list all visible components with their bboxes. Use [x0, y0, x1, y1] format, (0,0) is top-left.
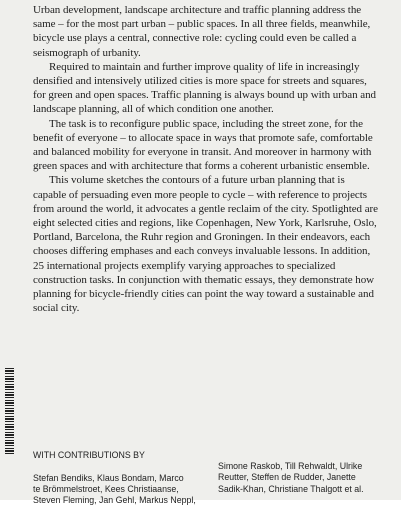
blurb-paragraph-2: Required to maintain and further improve quality of life in increasingly densified and intensively utilized cities is more space for streets and squares, for green and open spaces. Traffic planning is always bound up with urban and landscape planning, all of which condition one another.	[33, 60, 376, 116]
contributors-right-column	[218, 450, 388, 495]
contributors-right-names: Simone Raskob, Till Rehwaldt, Ulrike Reutter, Steffen de Rudder, Janette Sadik-Khan, Christiane Thalgott et al.	[218, 461, 364, 494]
blurb-paragraph-3: The task is to reconfigure public space, including the street zone, for the benefit of everyone – to allocate space in ways that promote safe, comfortable and balanced mobility for everyone in transit. And moreover in harmony with green spaces and with architecture that forms a coherent urbanistic ensemble.	[33, 117, 373, 173]
contributors-heading: WITH CONTRIBUTIONS BY	[33, 450, 145, 461]
cover-blurb	[33, 3, 379, 315]
contributors-left-names: Stefan Bendiks, Klaus Bondam, Marco te Brömmelstroet, Kees Christiaanse, Steven Fleming, Jan Gehl, Markus Neppl,	[33, 472, 196, 506]
contributors-left-column	[33, 439, 208, 506]
blurb-paragraph-4: This volume sketches the contours of a future urban planning that is capable of persuading even more people to cycle – with reference to projects from around the world, it advocates a gentle reclaim of the city. Spotlighted are eight selected cities and regions, like Copenhagen, New York, Karlsruhe, Oslo, Portland, Barcelona, the Ruhr region and Groningen. In their endeavors, each chooses differing emphases and each conveys invaluable lessons. In addition, 25 international projects exemplify varying approaches to specialized construction tasks. In conjunction with thematic essays, they demonstrate how planning for bicycle-friendly cities can point the way toward a sustainable and social city.	[33, 174, 378, 315]
blurb-paragraph-1: Urban development, landscape architecture and traffic planning address the same – for the most part urban – public spaces. In all three fields, meanwhile, bicycle use plays a central, connective role: cycling could even be called a seismograph of urbanity.	[33, 4, 371, 59]
isbn-barcode	[5, 368, 14, 456]
